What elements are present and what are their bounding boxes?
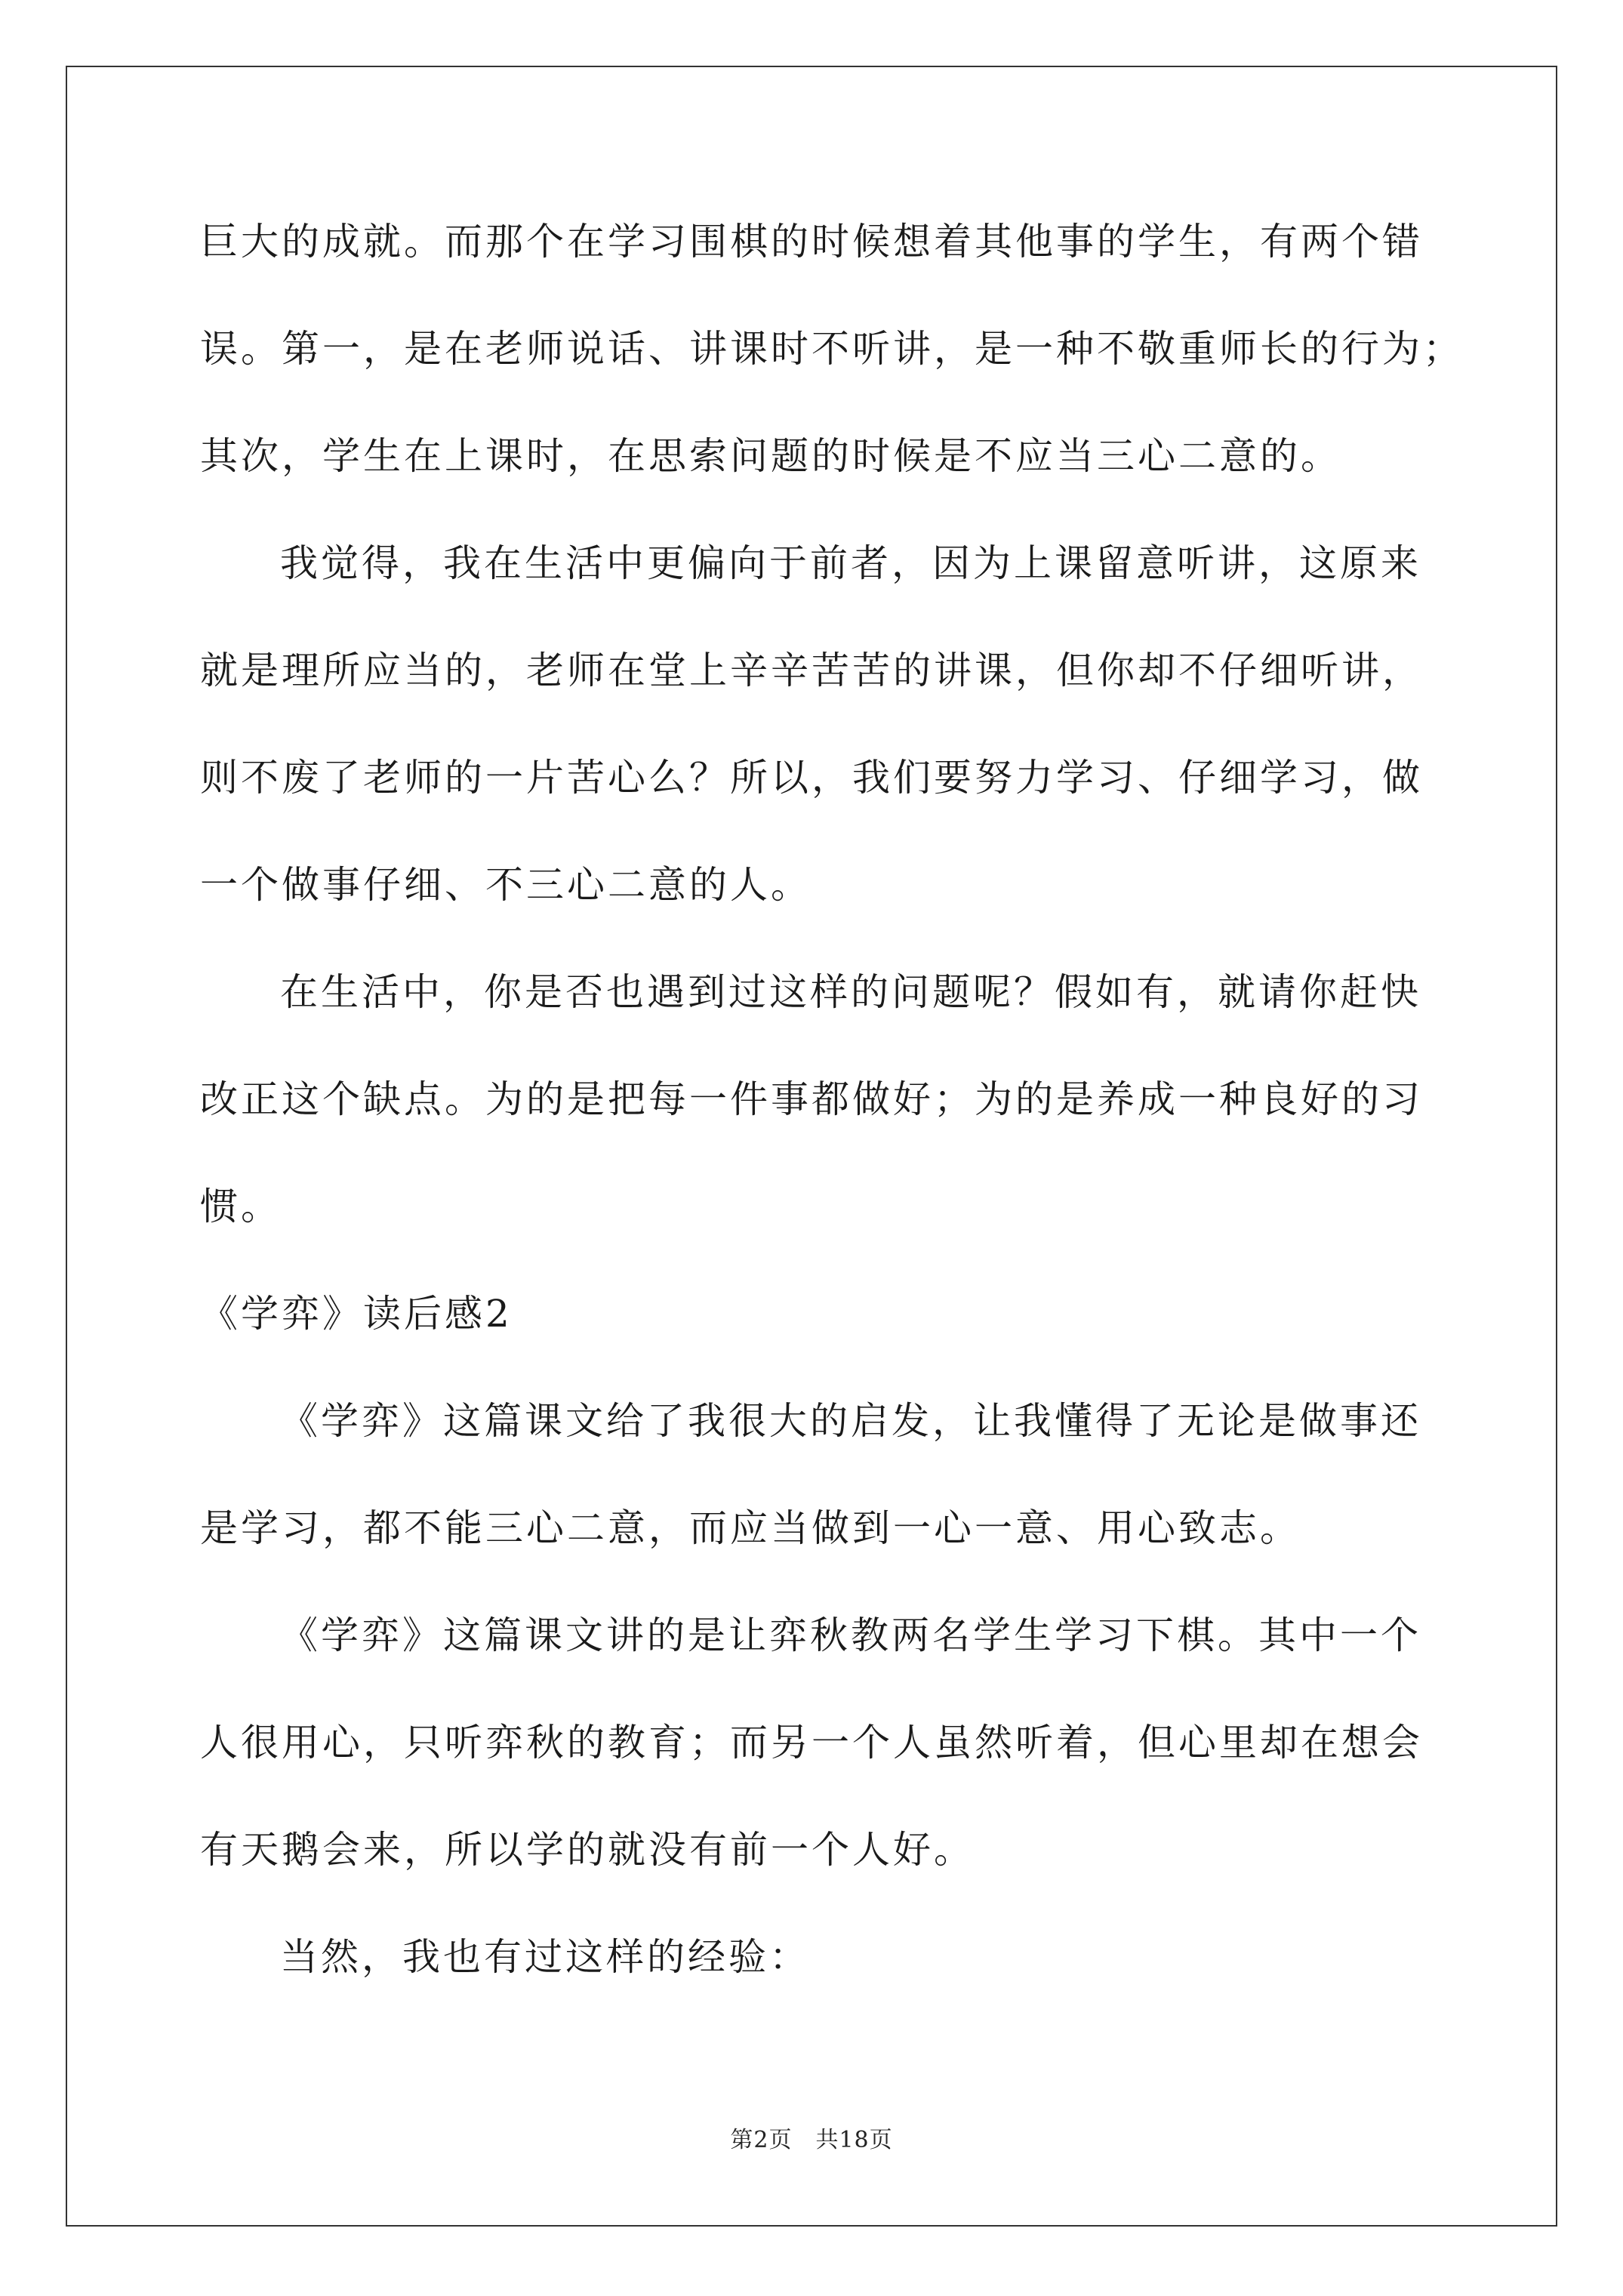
paragraph-line: 是学习，都不能三心二意，而应当做到一心一意、用心致志。: [200, 1506, 1301, 1550]
paragraph-line: 《学弈》这篇课文给了我很大的启发，让我懂得了无论是做事还: [280, 1399, 1421, 1443]
paragraph-line: 一个做事仔细、不三心二意的人。: [200, 863, 812, 907]
page-number-footer: 第2页 共18页: [730, 2127, 893, 2153]
paragraph-line: 我觉得，我在生活中更偏向于前者，因为上课留意听讲，这原来: [280, 541, 1421, 585]
paragraph-line: 在生活中，你是否也遇到过这样的问题呢？假如有，就请你赶快: [280, 970, 1421, 1014]
paragraph-line: 《学弈》这篇课文讲的是让弈秋教两名学生学习下棋。其中一个: [280, 1613, 1421, 1657]
paragraph-line: 有天鹅会来，所以学的就没有前一个人好。: [200, 1828, 975, 1872]
paragraph-line: 惯。: [200, 1185, 282, 1228]
page-border: [66, 66, 1557, 2227]
section-heading: 《学弈》读后感2: [200, 1292, 513, 1336]
paragraph-line: 巨大的成就。而那个在学习围棋的时候想着其他事的学生，有两个错: [200, 220, 1423, 264]
paragraph-line: 就是理所应当的，老师在堂上辛辛苦苦的讲课，但你却不仔细听讲，: [200, 649, 1423, 692]
paragraph-line: 则不废了老师的一片苦心么？所以，我们要努力学习、仔细学习，做: [200, 756, 1423, 800]
paragraph-line: 误。第一，是在老师说话、讲课时不听讲，是一种不敬重师长的行为；: [200, 327, 1464, 371]
paragraph-line: 改正这个缺点。为的是把每一件事都做好；为的是养成一种良好的习: [200, 1077, 1423, 1121]
paragraph-line: 当然，我也有过这样的经验：: [280, 1935, 810, 1979]
paragraph-line: 人很用心，只听弈秋的教育；而另一个人虽然听着，但心里却在想会: [200, 1721, 1423, 1764]
paragraph-line: 其次，学生在上课时，在思索问题的时候是不应当三心二意的。: [200, 434, 1341, 478]
